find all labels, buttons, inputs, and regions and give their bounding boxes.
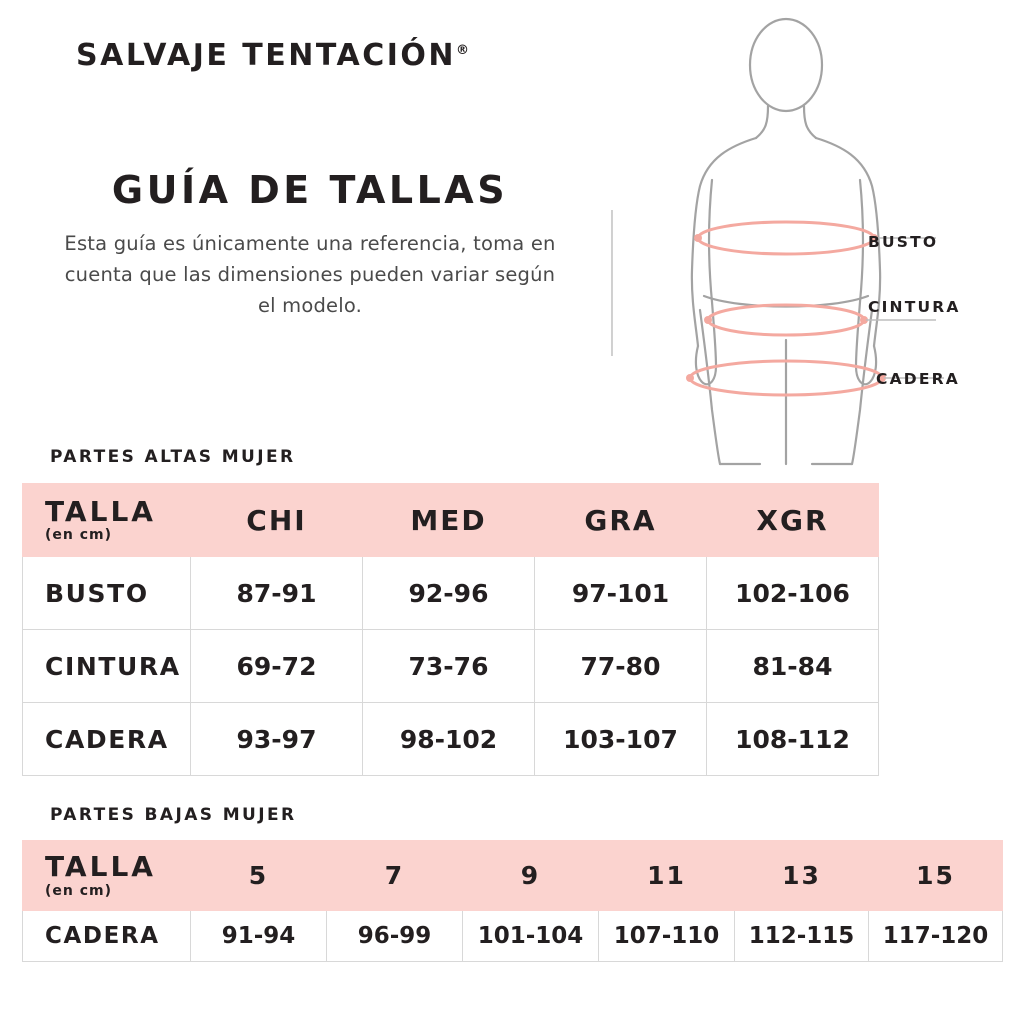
brand-name: SALVAJE TENTACIÓN bbox=[76, 38, 457, 73]
row-header-busto: BUSTO bbox=[23, 557, 191, 630]
cell-busto-gra: 97-101 bbox=[535, 557, 707, 630]
cell-cadera-7: 96-99 bbox=[327, 911, 463, 962]
cell-cadera-5: 91-94 bbox=[191, 911, 327, 962]
cell-busto-xgr: 102-106 bbox=[707, 557, 879, 630]
figure-label-cadera: CADERA bbox=[876, 370, 960, 388]
column-header-med: MED bbox=[363, 484, 535, 557]
figure-label-busto: BUSTO bbox=[868, 233, 939, 251]
table-corner-cell bbox=[23, 841, 191, 911]
table-row bbox=[23, 703, 879, 776]
cell-cadera-13: 112-115 bbox=[735, 911, 869, 962]
corner-main-label: TALLA bbox=[45, 850, 156, 884]
section-heading-lower: PARTES BAJAS MUJER bbox=[50, 805, 297, 825]
column-header-13: 13 bbox=[735, 841, 869, 911]
column-header-chi: CHI bbox=[191, 484, 363, 557]
table-row bbox=[23, 630, 879, 703]
row-header-cadera: CADERA bbox=[23, 703, 191, 776]
column-header-7: 7 bbox=[327, 841, 463, 911]
cell-cintura-med: 73-76 bbox=[363, 630, 535, 703]
column-header-5: 5 bbox=[191, 841, 327, 911]
body-figure-illustration bbox=[600, 10, 1020, 470]
table-corner-cell bbox=[23, 484, 191, 557]
column-header-11: 11 bbox=[599, 841, 735, 911]
page-title: GUÍA DE TALLAS bbox=[111, 168, 509, 212]
cell-cadera-11: 107-110 bbox=[599, 911, 735, 962]
row-header-cintura: CINTURA bbox=[23, 630, 191, 703]
column-header-9: 9 bbox=[463, 841, 599, 911]
cell-cadera-chi: 93-97 bbox=[191, 703, 363, 776]
page-subtitle: Esta guía es únicamente una referencia, toma en cuenta que las dimensiones pueden variar según el modelo. bbox=[64, 232, 556, 317]
size-table-upper bbox=[22, 483, 879, 776]
section-heading-upper: PARTES ALTAS MUJER bbox=[50, 447, 296, 467]
table-row bbox=[23, 557, 879, 630]
corner-main-label: TALLA bbox=[45, 494, 156, 528]
corner-sub-label: (en cm) bbox=[45, 527, 113, 544]
row-header-cadera: CADERA bbox=[23, 911, 191, 962]
column-header-gra: GRA bbox=[535, 484, 707, 557]
table-header-row bbox=[23, 484, 879, 557]
cell-cadera-xgr: 108-112 bbox=[707, 703, 879, 776]
table-header-row bbox=[23, 841, 1003, 911]
brand-logo bbox=[76, 38, 469, 73]
cell-busto-chi: 87-91 bbox=[191, 557, 363, 630]
table-row bbox=[23, 911, 1003, 962]
column-header-xgr: XGR bbox=[707, 484, 879, 557]
cell-cadera-gra: 103-107 bbox=[535, 703, 707, 776]
cell-cintura-xgr: 81-84 bbox=[707, 630, 879, 703]
cell-busto-med: 92-96 bbox=[363, 557, 535, 630]
cell-cadera-9: 101-104 bbox=[463, 911, 599, 962]
corner-sub-label: (en cm) bbox=[45, 882, 113, 899]
cell-cintura-chi: 69-72 bbox=[191, 630, 363, 703]
cell-cadera-med: 98-102 bbox=[363, 703, 535, 776]
registered-mark: ® bbox=[456, 43, 470, 58]
column-header-15: 15 bbox=[869, 841, 1003, 911]
cell-cadera-15: 117-120 bbox=[869, 911, 1003, 962]
figure-label-cintura: CINTURA bbox=[868, 298, 961, 316]
cell-cintura-gra: 77-80 bbox=[535, 630, 707, 703]
size-table-lower bbox=[22, 840, 1003, 962]
